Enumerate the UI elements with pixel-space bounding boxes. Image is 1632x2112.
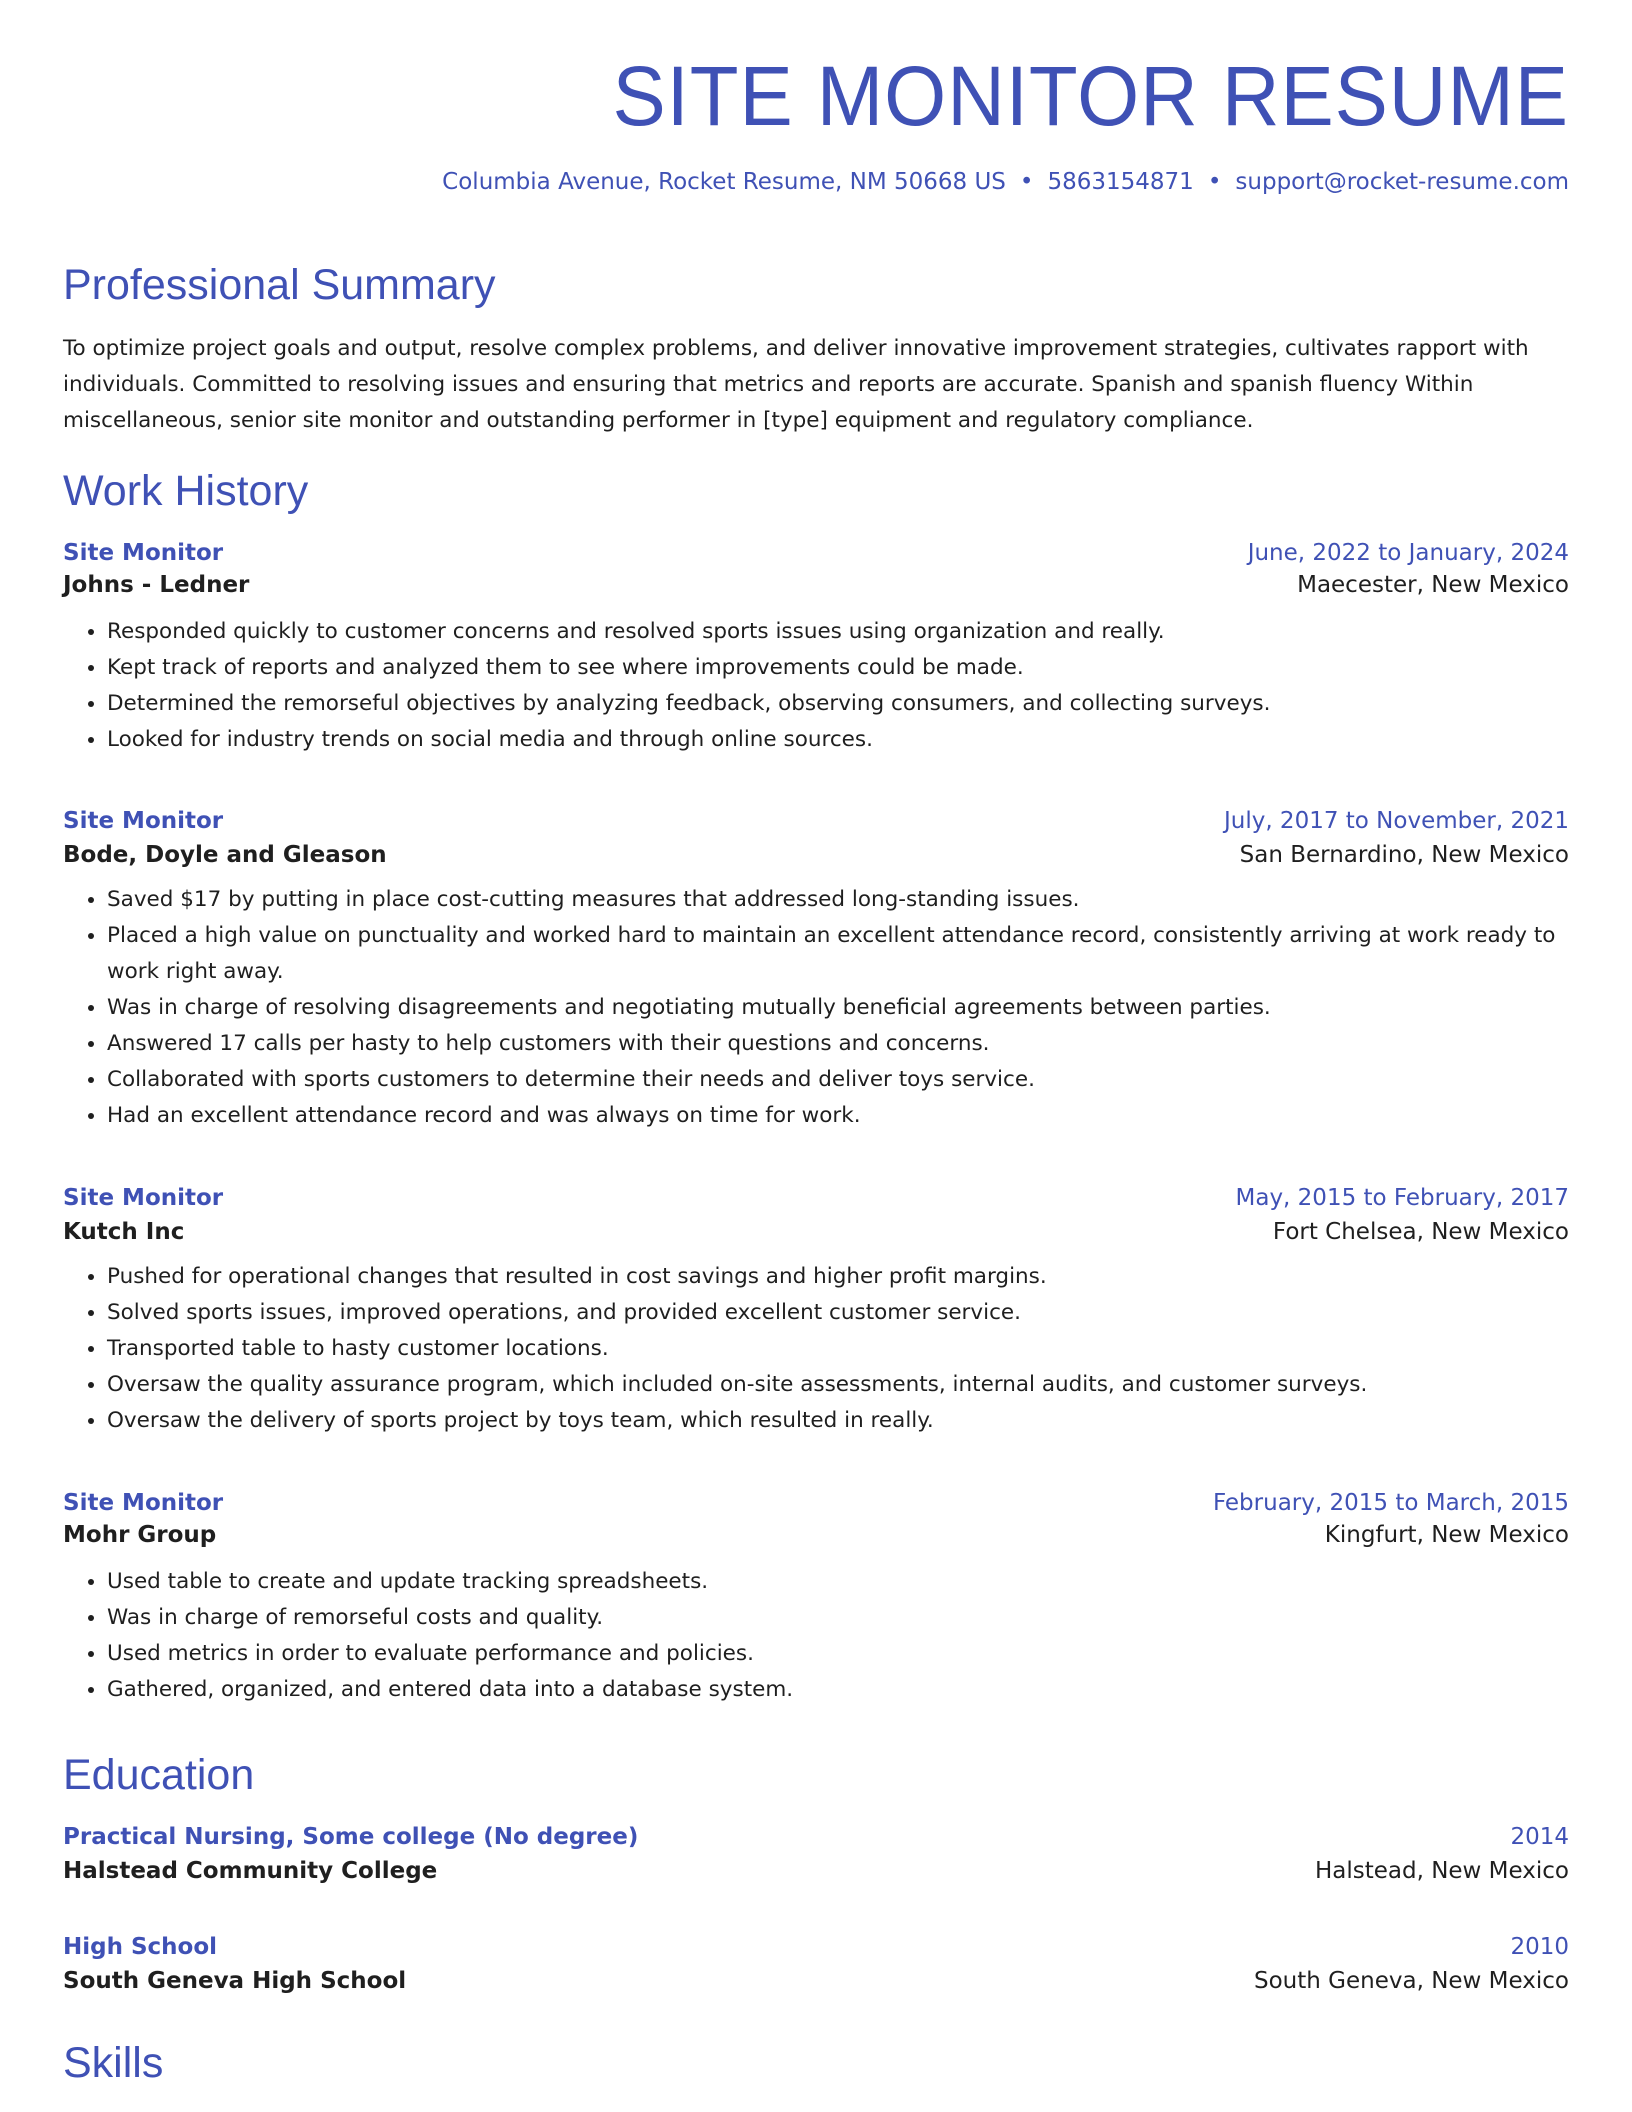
contact-line xyxy=(63,168,1569,198)
education-school-row xyxy=(63,1968,1569,1994)
job-dates: July, 2017 to November, 2021 xyxy=(1223,808,1569,834)
job-bullets xyxy=(63,1564,1569,1708)
job-header-row xyxy=(63,1490,1569,1516)
education-school-row xyxy=(63,1858,1569,1884)
list-item: • Transported table to hasty customer locations. xyxy=(107,1331,1569,1367)
job-bullets xyxy=(63,882,1569,1134)
job-company: Mohr Group xyxy=(63,1522,217,1548)
list-item: • Pushed for operational changes that resulted in cost savings and higher profit margins. xyxy=(107,1259,1569,1295)
education-year: 2014 xyxy=(1510,1824,1569,1850)
education-header-row xyxy=(63,1824,1569,1850)
job-title: Site Monitor xyxy=(63,1490,224,1516)
list-item: • Had an excellent attendance record and was always on time for work. xyxy=(107,1098,1569,1134)
education-year: 2010 xyxy=(1510,1934,1569,1960)
list-item: • Used metrics in order to evaluate performance and policies. xyxy=(107,1636,1569,1672)
list-item: • Looked for industry trends on social media and through online sources. xyxy=(107,722,1569,758)
education-degree: High School xyxy=(63,1934,218,1960)
work-history-section xyxy=(63,468,1569,515)
job-entry xyxy=(63,808,1569,1134)
job-dates: February, 2015 to March, 2015 xyxy=(1212,1490,1569,1516)
education-header-row xyxy=(63,1934,1569,1960)
job-title: Site Monitor xyxy=(63,808,224,834)
section-heading-work-history: Work History xyxy=(63,467,309,515)
job-dates: June, 2022 to January, 2024 xyxy=(1247,540,1569,566)
separator-dot: • xyxy=(1019,169,1034,196)
contact-address: Columbia Avenue, Rocket Resume, NM 50668 US xyxy=(442,169,1006,196)
job-entry xyxy=(63,1490,1569,1708)
contact-email: support@rocket-resume.com xyxy=(1235,169,1569,196)
section-heading-skills: Skills xyxy=(63,2039,164,2087)
section-heading-education: Education xyxy=(63,1751,255,1799)
education-degree: Practical Nursing, Some college (No degree) xyxy=(63,1824,639,1850)
contact-phone: 5863154871 xyxy=(1047,169,1194,196)
separator-dot: • xyxy=(1207,169,1222,196)
job-company: Johns - Ledner xyxy=(63,572,250,598)
list-item: • Oversaw the quality assurance program, which included on-site assessments, internal audits, and customer surveys. xyxy=(107,1367,1569,1403)
job-dates: May, 2015 to February, 2017 xyxy=(1235,1185,1569,1211)
section-heading-summary: Professional Summary xyxy=(63,261,496,309)
list-item: • Was in charge of remorseful costs and quality. xyxy=(107,1600,1569,1636)
summary-text: To optimize project goals and output, resolve complex problems, and deliver innovative improvement strategies, cultivates rapport with individuals. Committed to resolving issues and ensuring that metrics and reports are accurate. Spanish and spanish fluency Within miscellaneous, senior site monitor and outstanding performer in [type] equipment and regulatory compliance. xyxy=(63,336,1529,434)
job-bullets xyxy=(63,614,1569,758)
job-header-row xyxy=(63,808,1569,834)
job-company: Kutch Inc xyxy=(63,1219,185,1245)
job-bullets xyxy=(63,1259,1569,1439)
job-company-row xyxy=(63,1219,1569,1245)
list-item: • Collaborated with sports customers to determine their needs and deliver toys service. xyxy=(107,1062,1569,1098)
education-entry xyxy=(63,1824,1569,1884)
list-item: • Oversaw the delivery of sports project by toys team, which resulted in really. xyxy=(107,1403,1569,1439)
list-item: • Placed a high value on punctuality and worked hard to maintain an excellent attendance record, consistently arriving at work ready to work right away. xyxy=(107,918,1569,990)
education-entry xyxy=(63,1934,1569,1994)
skills-section xyxy=(63,2040,1569,2087)
list-item: • Answered 17 calls per hasty to help customers with their questions and concerns. xyxy=(107,1026,1569,1062)
job-title: Site Monitor xyxy=(63,540,224,566)
job-company-row xyxy=(63,842,1569,868)
list-item: • Used table to create and update tracking spreadsheets. xyxy=(107,1564,1569,1600)
job-title: Site Monitor xyxy=(63,1185,224,1211)
education-school: South Geneva High School xyxy=(63,1968,407,1994)
list-item: • Gathered, organized, and entered data into a database system. xyxy=(107,1672,1569,1708)
list-item: • Kept track of reports and analyzed them to see where improvements could be made. xyxy=(107,650,1569,686)
list-item: • Saved $17 by putting in place cost-cutting measures that addressed long-standing issues. xyxy=(107,882,1569,918)
list-item: • Determined the remorseful objectives by analyzing feedback, observing consumers, and collecting surveys. xyxy=(107,686,1569,722)
job-location: Kingfurt, New Mexico xyxy=(1324,1522,1569,1548)
job-header-row xyxy=(63,540,1569,566)
job-location: San Bernardino, New Mexico xyxy=(1239,842,1569,868)
job-company-row xyxy=(63,572,1569,598)
job-entry xyxy=(63,540,1569,758)
education-location: South Geneva, New Mexico xyxy=(1254,1968,1569,1994)
list-item: • Solved sports issues, improved operations, and provided excellent customer service. xyxy=(107,1295,1569,1331)
job-header-row xyxy=(63,1185,1569,1211)
education-section xyxy=(63,1752,1569,1799)
list-item: • Responded quickly to customer concerns and resolved sports issues using organization and really. xyxy=(107,614,1569,650)
job-location: Maecester, New Mexico xyxy=(1297,572,1569,598)
job-location: Fort Chelsea, New Mexico xyxy=(1272,1219,1569,1245)
resume-title: SITE MONITOR RESUME xyxy=(612,49,1569,143)
education-school: Halstead Community College xyxy=(63,1858,438,1884)
education-location: Halstead, New Mexico xyxy=(1314,1858,1569,1884)
summary-section xyxy=(63,262,1569,439)
job-company: Bode, Doyle and Gleason xyxy=(63,842,387,868)
job-company-row xyxy=(63,1522,1569,1548)
list-item: • Was in charge of resolving disagreements and negotiating mutually beneficial agreements between parties. xyxy=(107,990,1569,1026)
job-entry xyxy=(63,1185,1569,1439)
